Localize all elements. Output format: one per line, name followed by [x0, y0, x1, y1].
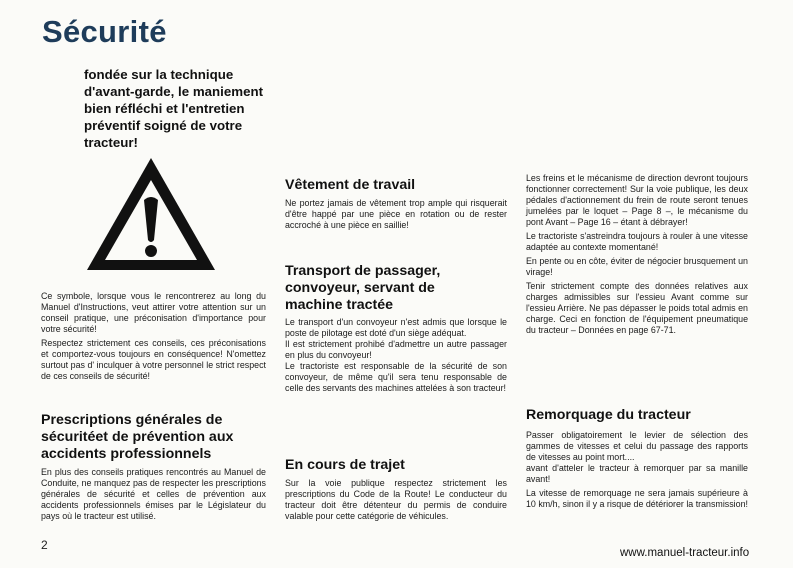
transport-text — [285, 317, 507, 394]
trajet-text: Sur la voie publique respectez strictement les prescriptions du Code de la Route! Le conducteur du tracteur doit être détenteur du permis de conduire valable pour cette catégorie de véhicules. — [285, 478, 507, 521]
symbol-paragraph-1: Ce symbole, lorsque vous le rencontrerez au long du Manuel d'Instructions, veut attirer votre attention sur un conseil pratique, une préconisation d'importance pour votre sécurité! — [41, 291, 266, 334]
symbol-description — [41, 291, 266, 382]
remorquage-text — [526, 430, 748, 510]
prescriptions-text: En plus des conseils pratiques rencontrés au Manuel de Conduite, ne manquez pas de respecter les prescriptions générales de sécurité et celles de prévention aux accidents professionnels émises par le Législateur du pays où le tracteur est utilisé. — [41, 467, 266, 521]
transport-paragraph-2: Il est strictement prohibé d'admettre un autre passager en plus du convoyeur! — [285, 339, 507, 360]
watermark: www.manuel-tracteur.info — [620, 547, 750, 559]
page-subtitle: fondée sur la technique d'avant-garde, le maniement bien réfléchi et l'entretien préventif soigné de votre tracteur! — [84, 67, 264, 150]
page-title: Sécurité — [42, 14, 167, 49]
remorquage-paragraph-3: La vitesse de remorquage ne sera jamais supérieure à 10 km/h, sinon il y a risque de détériorer la transmission! — [526, 488, 748, 509]
remorquage-paragraph-2: avant d'atteler le tracteur à remorquer par sa manille avant! — [526, 463, 748, 484]
freins-paragraph-2: Le tractoriste s'astreindra toujours à rouler à une vitesse adaptée au contexte momentané! — [526, 231, 748, 252]
transport-heading: Transport de passager, convoyeur, servant de machine tractée — [285, 263, 441, 313]
remorquage-heading: Remorquage du tracteur — [526, 407, 691, 423]
prescriptions-heading: Prescriptions générales de sécuritéet de prévention aux accidents professionnels — [41, 412, 234, 462]
transport-paragraph-3: Le tractoriste est responsable de la sécurité de son convoyeur, de même qu'il sera tenu responsable de celle des servants des machines attelées à son tracteur! — [285, 361, 507, 393]
trajet-heading: En cours de trajet — [285, 457, 405, 473]
symbol-paragraph-2: Respectez strictement ces conseils, ces préconisations et comportez-vous toujours en conséquence! N'omettez surtout pas d' inculquer à votre personnel le strict respect de ces conseils de sécurité! — [41, 338, 266, 381]
vetement-heading: Vêtement de travail — [285, 177, 416, 193]
warning-triangle-icon — [84, 154, 218, 279]
transport-paragraph-1: Le transport d'un convoyeur n'est admis que lorsque le poste de pilotage est doté d'un siège adéquat. — [285, 317, 507, 338]
freins-paragraph-3: En pente ou en côte, éviter de négocier brusquement un virage! — [526, 256, 748, 277]
page-number: 2 — [41, 538, 48, 552]
freins-paragraph-1: Les freins et le mécanisme de direction devront toujours fonctionner correctement! Sur la voie publique, les deux pédales d'actionnement du frein de route seront tenues jumelées par le loquet – Page 8 –, le mécanisme du pont Avant – Page 16 – étant à débrayer! — [526, 173, 748, 227]
freins-text — [526, 173, 748, 336]
freins-paragraph-4: Tenir strictement compte des données relatives aux charges admissibles sur l'essieu Avant comme sur l'essieu Arrière. Ne pas dépasser le poids total admis en charge. Ceci en fonction de l'équipement pneumatique du tracteur – Données en page 67-71. — [526, 281, 748, 335]
remorquage-paragraph-1: Passer obligatoirement le levier de sélection des gammes de vitesses et celui du passage des rapports de vitesses au point mort.... — [526, 430, 748, 462]
vetement-text: Ne portez jamais de vêtement trop ample qui risquerait d'être happé par une pièce en rotation ou de rester accroché à une pièce en saillie! — [285, 198, 507, 230]
